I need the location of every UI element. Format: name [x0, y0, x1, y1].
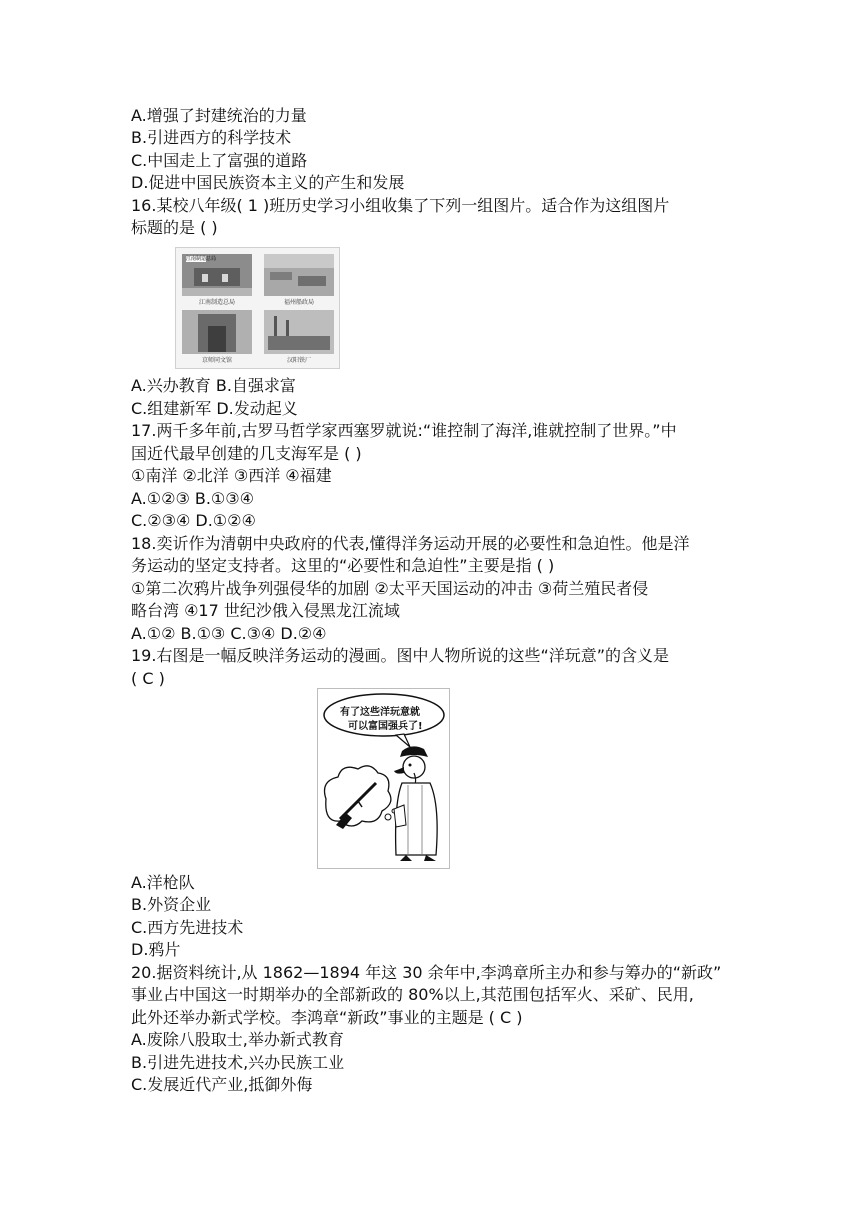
- photo-caption: 福州船政局: [283, 299, 314, 306]
- photo-tongwen-guan: [182, 310, 252, 354]
- q17-stem-line-1: 17.两千多年前,古罗马哲学家西塞罗就说:“谁控制了海洋,谁就控制了世界。”中: [131, 421, 677, 440]
- q19-option-d: D.鸦片: [131, 940, 181, 959]
- q15-option-a: A.增强了封建统治的力量: [131, 106, 307, 125]
- q20-stem-line-3: 此外还举办新式学校。李鸿章“新政”事业的主题是 ( C ): [131, 1008, 523, 1027]
- q17-options-line-2: C.②③④ D.①②④: [131, 511, 256, 530]
- photo-caption: 京师同文馆: [201, 357, 232, 364]
- photo-caption: 汉阳铁厂: [286, 357, 311, 364]
- q15-option-b: B.引进西方的科学技术: [131, 128, 292, 147]
- q16-options-line-1: A.兴办教育 B.自强求富: [131, 376, 296, 395]
- q15-option-d: D.促进中国民族资本主义的产生和发展: [131, 173, 405, 192]
- q15-option-c: C.中国走上了富强的道路: [131, 151, 308, 170]
- q17-stem-line-2: 国近代最早创建的几支海军是 ( ): [131, 444, 362, 463]
- photo-title: 江南制造总局: [186, 256, 217, 262]
- q16-stem-line-1: 16.某校八年级( 1 )班历史学习小组收集了下列一组图片。适合作为这组图片: [131, 196, 670, 215]
- q16-photo-grid: [175, 247, 340, 369]
- photo-jiangnan-arsenal: [182, 254, 252, 296]
- q20-stem-line-1: 20.据资料统计,从 1862—1894 年这 30 余年中,李鸿章所主办和参与筹办的“新政”: [131, 963, 722, 982]
- q17-options-line-1: A.①②③ B.①③④: [131, 489, 254, 508]
- q19-option-a: A.洋枪队: [131, 873, 195, 892]
- q19-option-c: C.西方先进技术: [131, 918, 244, 937]
- q16-options-line-2: C.组建新军 D.发动起义: [131, 399, 298, 418]
- q19-stem-line-2: ( C ): [131, 669, 165, 688]
- q20-option-a: A.废除八股取士,举办新式教育: [131, 1030, 344, 1049]
- q18-items-line-2: 略台湾 ④17 世纪沙俄入侵黑龙江流域: [131, 601, 400, 620]
- q18-stem-line-2: 务运动的坚定支持者。这里的“必要性和急迫性”主要是指 ( ): [131, 556, 555, 575]
- photo-caption: 江南制造总局: [198, 299, 235, 306]
- photo-fuzhou-navy-yard: [264, 254, 334, 296]
- photo-hanyang-ironworks: [264, 310, 334, 354]
- speech-line-1: 有了这些洋玩意就: [340, 707, 420, 718]
- q16-stem-line-2: 标题的是 ( ): [131, 218, 218, 237]
- q19-cartoon: [317, 688, 450, 869]
- speech-line-2: 可以富国强兵了!: [348, 721, 423, 732]
- q20-option-b: B.引进先进技术,兴办民族工业: [131, 1053, 345, 1072]
- q20-option-c: C.发展近代产业,抵御外侮: [131, 1075, 313, 1094]
- q18-stem-line-1: 18.奕䜣作为清朝中央政府的代表,懂得洋务运动开展的必要性和急迫性。他是洋: [131, 534, 690, 553]
- q19-stem-line-1: 19.右图是一幅反映洋务运动的漫画。图中人物所说的这些“洋玩意”的含义是: [131, 646, 670, 665]
- q18-options: A.①② B.①③ C.③④ D.②④: [131, 624, 327, 643]
- q18-items-line-1: ①第二次鸦片战争列强侵华的加剧 ②太平天国运动的冲击 ③荷兰殖民者侵: [131, 579, 649, 598]
- q20-stem-line-2: 事业占中国这一时期举办的全部新政的 80%以上,其范围包括军火、采矿、民用,: [131, 985, 694, 1004]
- q19-option-b: B.外资企业: [131, 895, 212, 914]
- q17-items: ①南洋 ②北洋 ③西洋 ④福建: [131, 466, 332, 485]
